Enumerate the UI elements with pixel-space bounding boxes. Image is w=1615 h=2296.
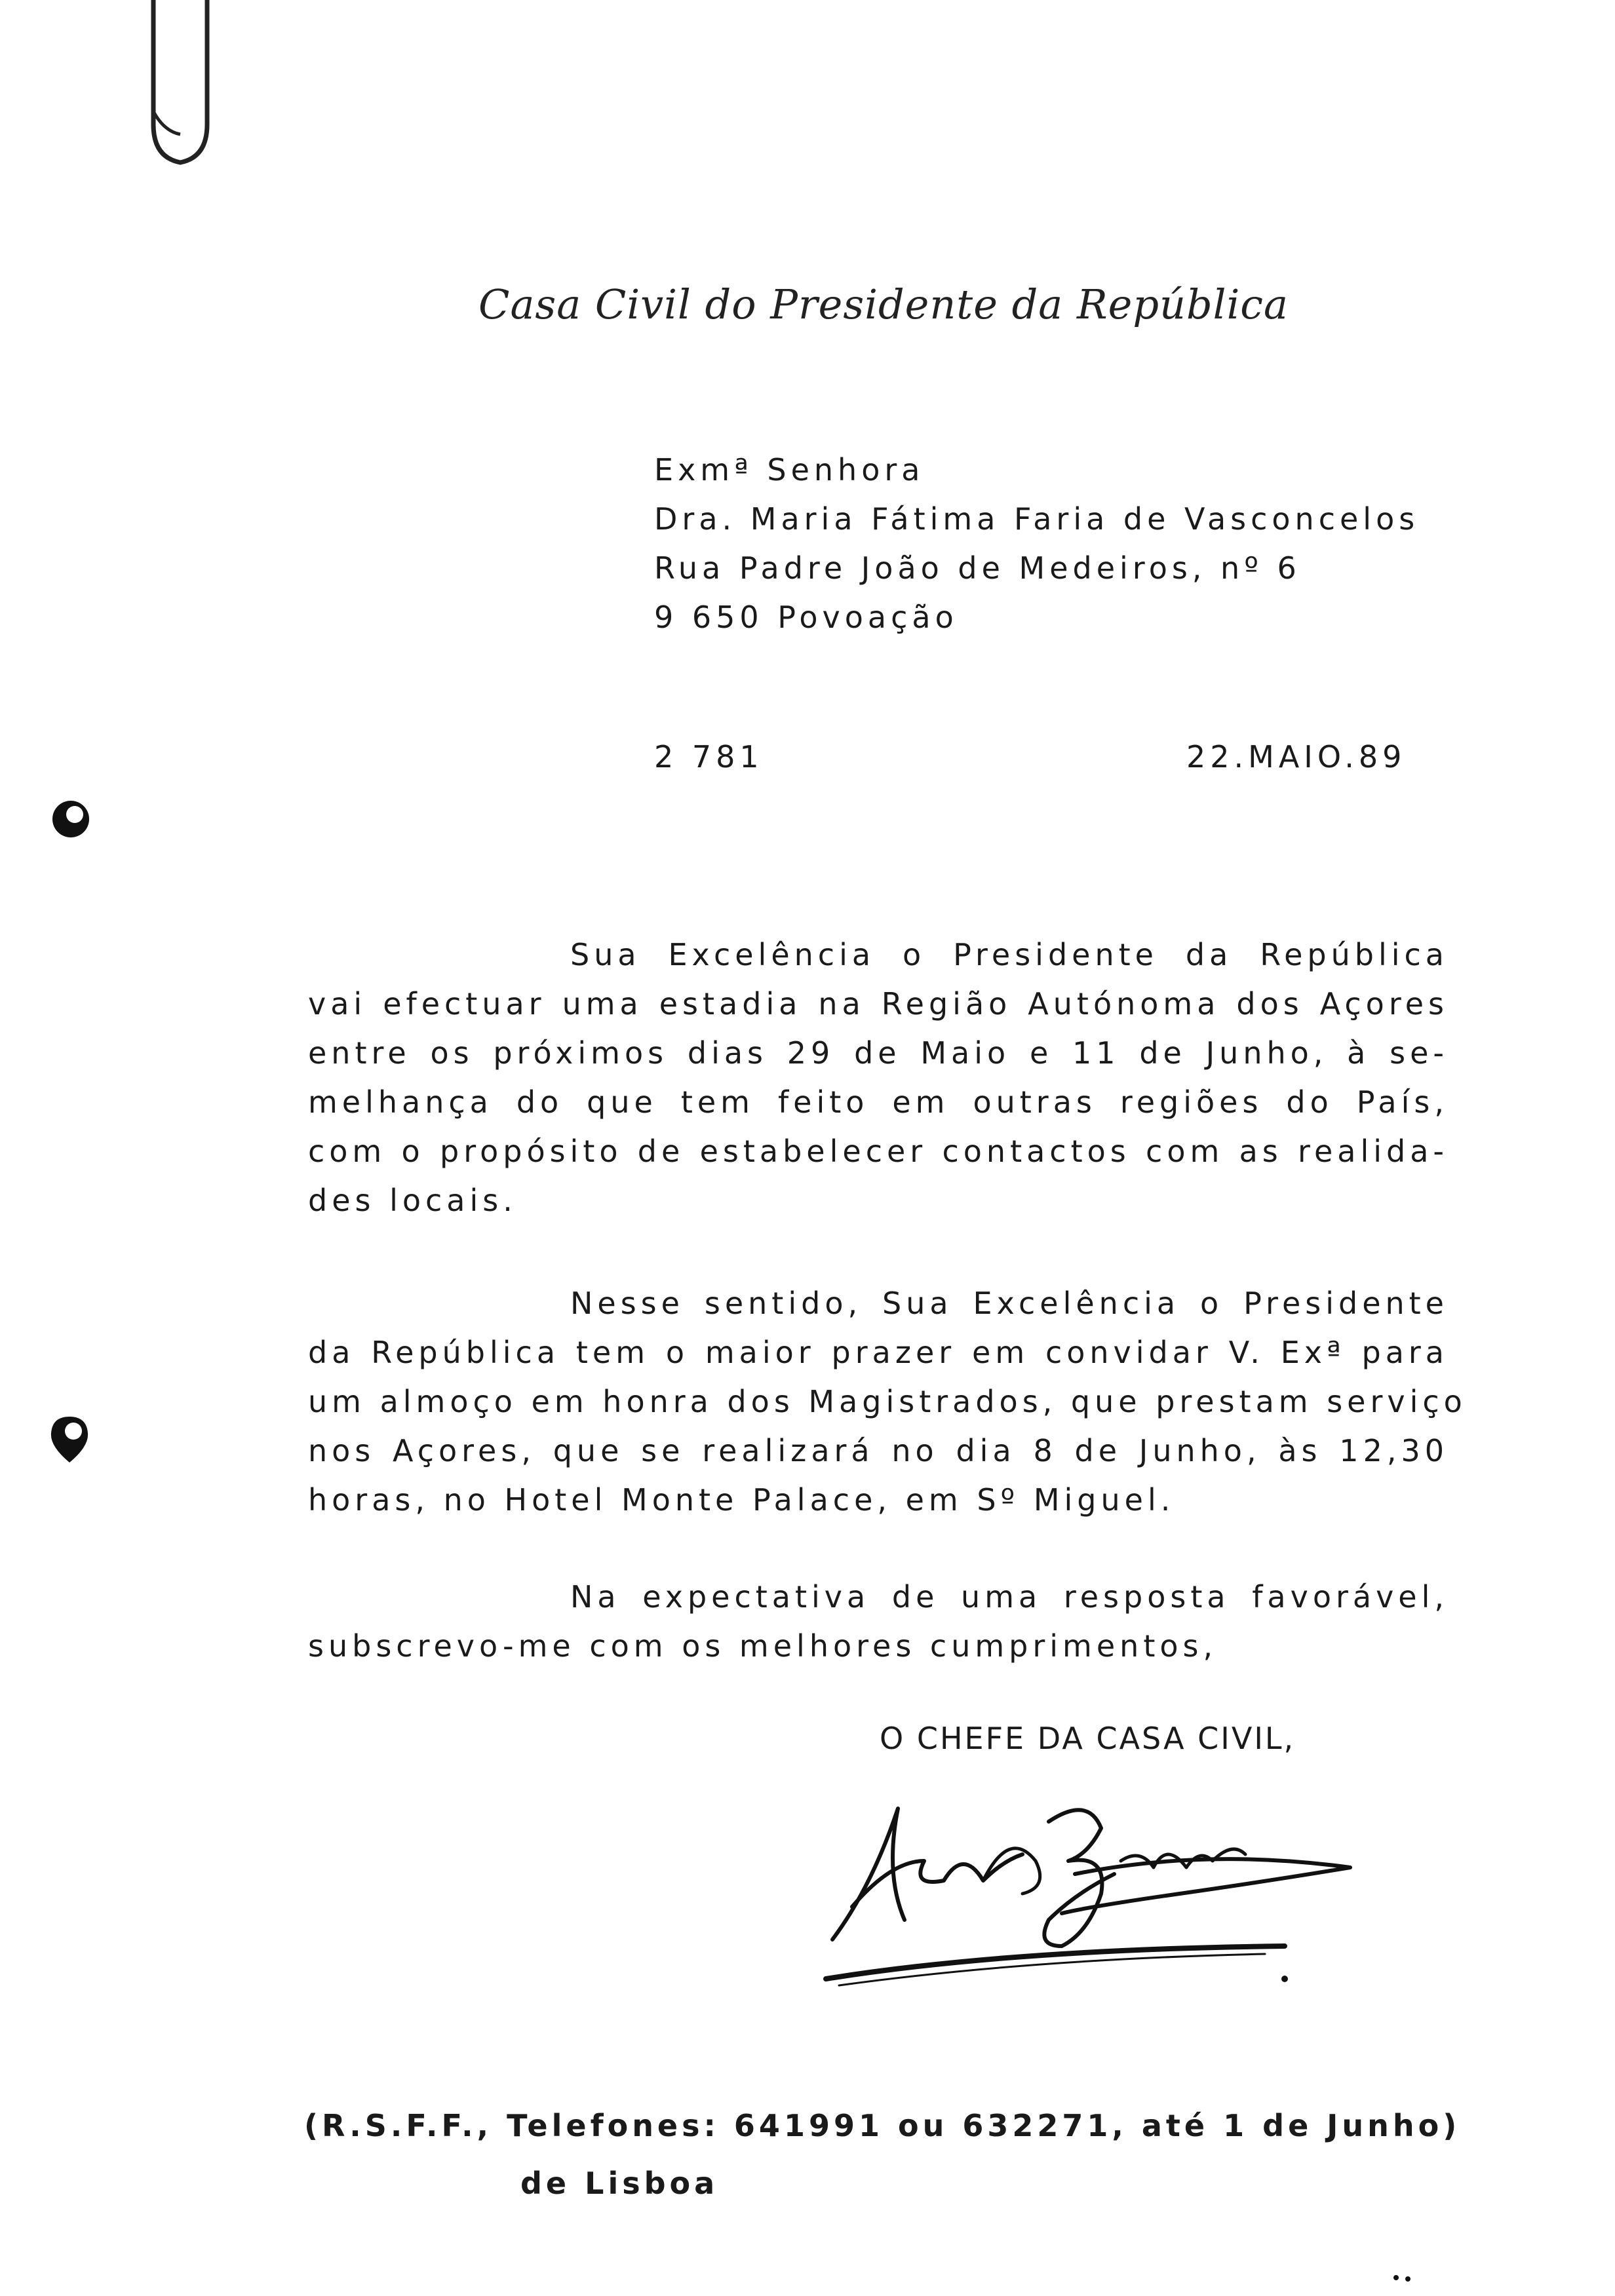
footer-line-1: (R.S.F.F., Telefones: 641991 ou 632271, até 1 de Junho) bbox=[304, 2108, 1461, 2143]
recipient-street: Rua Padre João de Medeiros, nº 6 bbox=[654, 550, 1301, 586]
body-line: nos Açores, que se realizará no dia 8 de Junho, às 12,30 bbox=[308, 1433, 1449, 1468]
reference-number: 2 781 bbox=[654, 739, 764, 775]
body-paragraph-3 bbox=[308, 1573, 1449, 1671]
body-line: horas, no Hotel Monte Palace, em Sº Miguel. bbox=[308, 1482, 1175, 1518]
body-line: da República tem o maior prazer em convidar V. Exª para bbox=[308, 1335, 1449, 1370]
letterhead: Casa Civil do Presidente da República bbox=[478, 280, 1289, 328]
body-line: melhança do que tem feito em outras regiões do País, bbox=[308, 1084, 1449, 1120]
body-line: um almoço em honra dos Magistrados, que prestam serviço bbox=[308, 1384, 1467, 1419]
punch-hole-top bbox=[46, 793, 98, 845]
body-line: Nesse sentido, Sua Excelência o Presidente bbox=[570, 1286, 1449, 1321]
body-line: entre os próximos dias 29 de Maio e 11 de Junho, à se- bbox=[308, 1035, 1449, 1071]
recipient-salutation: Exmª Senhora bbox=[654, 452, 925, 488]
body-line: Na expectativa de uma resposta favorável, bbox=[570, 1579, 1449, 1615]
recipient-name: Dra. Maria Fátima Faria de Vasconcelos bbox=[654, 501, 1420, 537]
recipient-address bbox=[654, 446, 1506, 642]
punch-hole-bottom bbox=[43, 1410, 96, 1469]
body-paragraph-1 bbox=[308, 930, 1449, 1225]
letter-date: 22.MAIO.89 bbox=[1186, 739, 1407, 775]
closing-title: O CHEFE DA CASA CIVIL, bbox=[880, 1721, 1296, 1756]
handwritten-signature bbox=[813, 1782, 1376, 2005]
footer-line-2: de Lisboa bbox=[520, 2166, 719, 2201]
body-line: subscrevo-me com os melhores cumprimentos, bbox=[308, 1628, 1218, 1664]
stray-ink-marks bbox=[1391, 2271, 1417, 2284]
recipient-city: 9 650 Povoação bbox=[654, 600, 958, 635]
body-line: Sua Excelência o Presidente da República bbox=[570, 937, 1449, 972]
footer-note bbox=[304, 2097, 1460, 2212]
paper-clip-mark bbox=[144, 0, 216, 170]
body-paragraph-2 bbox=[308, 1279, 1467, 1525]
body-line: vai efectuar uma estadia na Região Autónoma dos Açores bbox=[308, 986, 1449, 1022]
body-line: com o propósito de estabelecer contactos com as realida- bbox=[308, 1134, 1449, 1169]
body-line: des locais. bbox=[308, 1183, 517, 1218]
